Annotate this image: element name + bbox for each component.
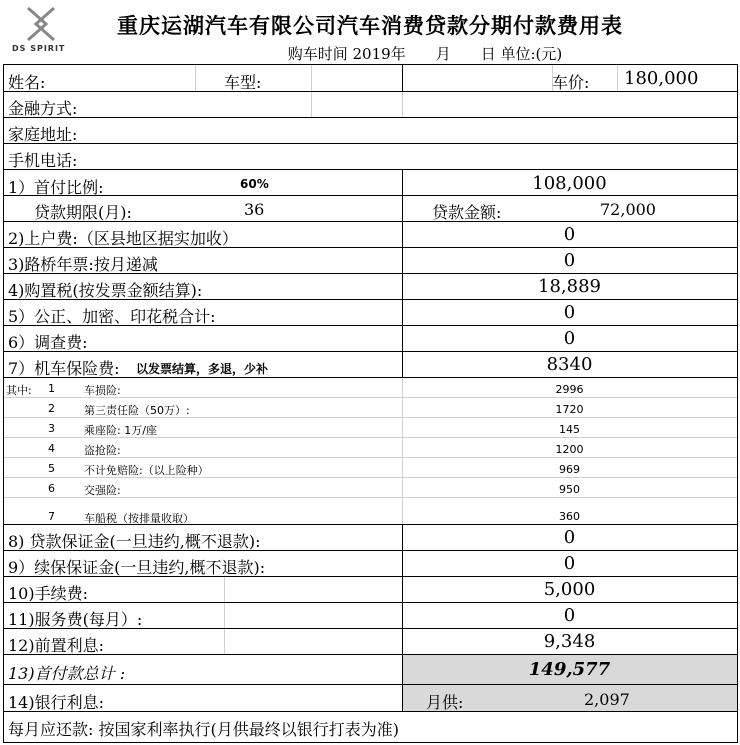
footer-note: 每月应还款: 按国家利率执行(月供最终以银行打表为准) xyxy=(8,720,399,739)
fee-value: 0 xyxy=(563,250,576,271)
item-no: 2 xyxy=(48,402,55,415)
row-fee-purchase-tax xyxy=(4,274,737,300)
fee-table xyxy=(3,64,738,743)
row-phone xyxy=(4,144,737,170)
row-loan-deposit xyxy=(4,525,737,551)
total-label: 13)首付款总计 : xyxy=(8,664,126,683)
item-value: 1720 xyxy=(555,403,584,416)
loan-term-label: 贷款期限(月): xyxy=(34,203,132,222)
insurance-item xyxy=(4,498,737,525)
insurance-item xyxy=(4,438,737,458)
row-prepaid-interest xyxy=(4,629,737,655)
item-value: 2996 xyxy=(555,383,584,396)
deposit-label: 8) 贷款保证金(一旦违约,概不退款): xyxy=(8,532,261,551)
deposit-value: 0 xyxy=(563,553,576,574)
row-name-model-price xyxy=(4,65,737,92)
name-label: 姓名: xyxy=(8,73,46,92)
row-fee-road-toll xyxy=(4,248,737,274)
deposit-value: 9,348 xyxy=(543,631,596,652)
item-no: 7 xyxy=(48,510,55,523)
bank-label: 14)银行利息: xyxy=(8,693,104,712)
down-payment-label: 1）首付比例: xyxy=(8,178,104,197)
fee-value: 0 xyxy=(563,302,576,323)
row-renewal-deposit xyxy=(4,551,737,577)
row-down-payment xyxy=(4,170,737,196)
deposit-label: 10)手续费: xyxy=(8,584,88,603)
item-no: 3 xyxy=(48,422,55,435)
insurance-note: 以发票结算，多退，少补 xyxy=(136,362,269,376)
item-name: 第三责任险（50万）: xyxy=(84,404,190,417)
deposit-label: 11)服务费(每月）: xyxy=(8,610,143,629)
row-address xyxy=(4,118,737,144)
item-name: 车船税（按排量收取） xyxy=(84,512,194,525)
item-no: 6 xyxy=(48,482,55,495)
item-no: 4 xyxy=(48,442,55,455)
finance-label: 金融方式: xyxy=(8,99,78,118)
item-name: 车损险: xyxy=(84,384,121,397)
row-bank-interest xyxy=(4,685,737,712)
item-name: 乘座险: 1万/座 xyxy=(84,424,157,437)
loan-amount-label: 贷款金额: xyxy=(432,203,502,222)
page-title: 重庆运湖汽车有限公司汽车消费贷款分期付款费用表 xyxy=(117,13,623,38)
logo-text: DS SPIRIT xyxy=(12,44,66,53)
row-loan xyxy=(4,196,737,222)
down-payment-ratio: 60% xyxy=(240,177,269,191)
item-value: 1200 xyxy=(555,443,584,456)
row-handling-fee xyxy=(4,577,737,603)
fee-label: 4)购置税(按发票金额结算): xyxy=(8,281,203,300)
purchase-date-line: 购车时间 2019年 月 日 单位:(元) xyxy=(287,45,563,63)
row-footer-note xyxy=(4,712,737,742)
fee-label: 6）调查费: xyxy=(8,333,88,352)
insurance-item xyxy=(4,398,737,418)
item-value: 360 xyxy=(559,510,580,523)
fee-value: 18,889 xyxy=(538,276,601,297)
insurance-label: 7）机车保险费: xyxy=(8,359,120,378)
price-label: 车价: xyxy=(552,73,590,92)
deposit-value: 0 xyxy=(563,605,576,626)
phone-label: 手机电话: xyxy=(8,151,78,170)
down-payment-amount: 108,000 xyxy=(532,173,607,194)
insurance-item xyxy=(4,458,737,478)
row-service-fee xyxy=(4,603,737,629)
model-label: 车型: xyxy=(224,73,262,92)
item-name: 不计免赔险:（以上险种） xyxy=(84,464,209,477)
item-name: 交强险: xyxy=(84,484,121,497)
detail-prefix: 其中: xyxy=(6,384,32,397)
deposit-value: 5,000 xyxy=(543,579,596,600)
fee-label: 3)路桥年票:按月递减 xyxy=(8,255,158,274)
row-fee-registration xyxy=(4,222,737,248)
item-value: 950 xyxy=(559,483,580,496)
item-value: 145 xyxy=(559,423,580,436)
deposit-value: 0 xyxy=(563,527,576,548)
insurance-item xyxy=(4,418,737,438)
deposit-label: 12)前置利息: xyxy=(8,636,104,655)
item-value: 969 xyxy=(559,463,580,476)
loan-amount-value: 72,000 xyxy=(600,200,656,219)
row-total xyxy=(4,655,737,685)
row-fee-notary xyxy=(4,300,737,326)
fee-label: 2)上户费:（区县地区据实加收） xyxy=(8,229,238,248)
loan-term-value: 36 xyxy=(244,200,265,219)
insurance-item xyxy=(4,478,737,498)
insurance-value: 8340 xyxy=(546,354,593,375)
row-insurance xyxy=(4,352,737,378)
total-value: 149,577 xyxy=(528,659,611,680)
insurance-item xyxy=(4,378,737,398)
deposit-label: 9）续保保证金(一旦违约,概不退款): xyxy=(8,558,266,577)
address-label: 家庭地址: xyxy=(8,125,78,144)
item-no: 5 xyxy=(48,462,55,475)
monthly-value: 2,097 xyxy=(584,690,630,709)
row-fee-investigation xyxy=(4,326,737,352)
row-finance xyxy=(4,92,737,118)
price-value: 180,000 xyxy=(624,68,699,89)
monthly-label: 月供: xyxy=(426,693,464,712)
fee-value: 0 xyxy=(563,224,576,245)
fee-label: 5）公正、加密、印花税合计: xyxy=(8,307,216,326)
item-no: 1 xyxy=(48,382,55,395)
item-name: 盗抢险: xyxy=(84,444,121,457)
fee-value: 0 xyxy=(563,328,576,349)
